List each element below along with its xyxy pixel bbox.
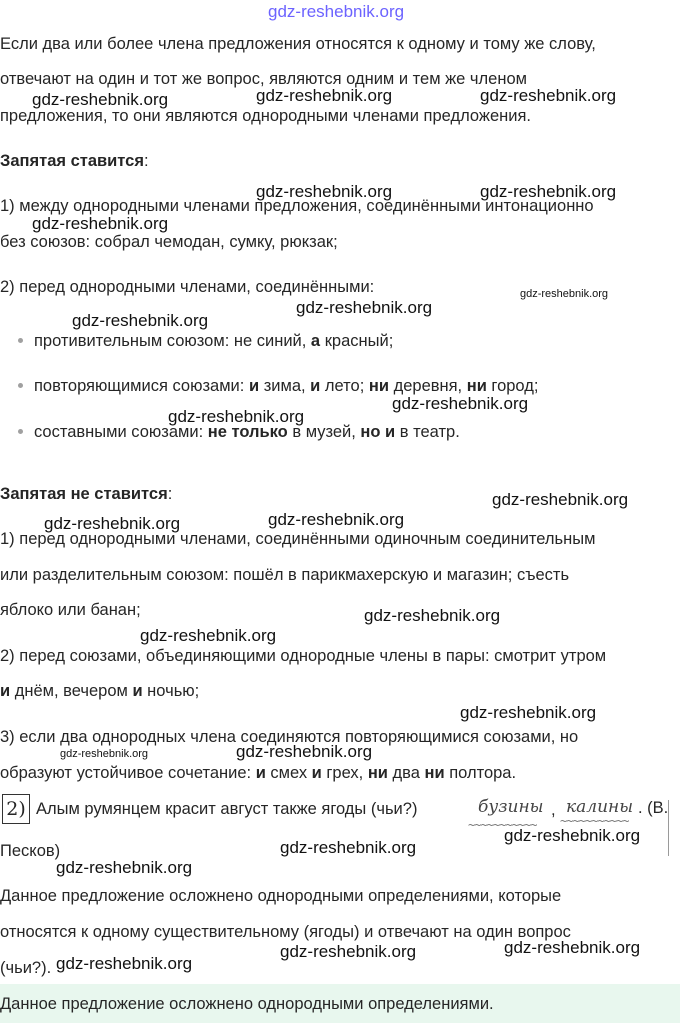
bullet-3-part-4: в театр. (395, 423, 460, 441)
exercise-word-buziny: бузины (478, 797, 544, 817)
image-border-edge (668, 800, 669, 856)
nc3-part-7: ни (424, 764, 445, 782)
watermark: gdz-reshebnik.org (480, 182, 617, 201)
watermark: gdz-reshebnik.org (32, 214, 169, 233)
no-comma-heading-text: Запятая не ставится (0, 485, 168, 503)
nc3-part-6: два (387, 764, 425, 782)
bullet-2-part-2: зима, (259, 377, 311, 395)
nc3-part-5: ни (367, 764, 388, 782)
comma-rule-2: 2) перед однородными членами, соединёнными: (0, 278, 375, 296)
nc3-part-1: и (255, 764, 266, 782)
explanation-line-1: Данное предложение осложнено однородными определениями, которые (0, 887, 562, 905)
wavy-underline-1: ~~~~~~~~~~~ (468, 818, 537, 832)
watermark: gdz-reshebnik.org (56, 954, 193, 973)
nc2-part-0: и (0, 682, 11, 700)
nc3-part-3: и (311, 764, 322, 782)
wavy-underline-2: ~~~~~~~~~~~ (560, 814, 629, 828)
watermark: gdz-reshebnik.org (492, 490, 629, 509)
bullet-item-2 (34, 376, 538, 396)
watermark: gdz-reshebnik.org (32, 90, 169, 109)
watermark: gdz-reshebnik.org (256, 86, 393, 105)
watermark: gdz-reshebnik.org (268, 510, 405, 529)
watermark: gdz-reshebnik.org (140, 626, 277, 645)
bullet-2-part-3: и (310, 377, 321, 395)
nc2-part-1: днём, вечером (10, 682, 133, 700)
bullet-1-part-0: противительным союзом: не синий, (34, 332, 311, 350)
watermark: gdz-reshebnik.org (256, 182, 393, 201)
bullet-dot-2 (18, 383, 23, 388)
intro-line-1: Если два или более члена предложения относятся к одному и тому же слову, (0, 35, 596, 53)
comma-heading-text: Запятая ставится (0, 152, 144, 170)
watermark: gdz-reshebnik.org (280, 942, 417, 961)
watermark: gdz-reshebnik.org (364, 606, 501, 625)
watermark: gdz-reshebnik.org (168, 407, 305, 426)
watermark: gdz-reshebnik.org (280, 838, 417, 857)
explanation-line-2: относятся к одному существительному (ягоды) и отвечают на один вопрос (0, 923, 571, 941)
watermark: gdz-reshebnik.org (460, 703, 597, 722)
watermark-top: gdz-reshebnik.org (268, 2, 405, 21)
exercise-after: . (В. (638, 799, 669, 817)
no-comma-rule-1-line-1: 1) перед однородными членами, соединёнными одиночным соединительным (0, 530, 596, 548)
bullet-dot-3 (18, 429, 23, 434)
comma-heading (0, 151, 149, 171)
comma-rule-1-line-2: без союзов: собрал чемодан, сумку, рюкзак; (0, 233, 338, 251)
watermark: gdz-reshebnik.org (520, 288, 609, 300)
bullet-2-part-7: ни (466, 377, 487, 395)
answer-text: Данное предложение осложнено однородными определениями. (0, 995, 494, 1013)
intro-line-2: отвечают на один и тот же вопрос, являются одним и тем же членом (0, 70, 527, 88)
watermark: gdz-reshebnik.org (236, 742, 373, 761)
bullet-2-part-4: лето; (320, 377, 369, 395)
bullet-2-part-6: деревня, (389, 377, 467, 395)
no-comma-rule-2-line-2 (0, 681, 199, 701)
no-comma-heading (0, 484, 172, 504)
bullet-3-part-3: но и (360, 423, 396, 441)
no-comma-rule-1-line-2: или разделительным союзом: пошёл в парикмахерскую и магазин; съесть (0, 566, 570, 584)
bullet-3-part-2: в музей, (287, 423, 361, 441)
nc2-part-3: ночью; (142, 682, 200, 700)
watermark: gdz-reshebnik.org (72, 311, 209, 330)
watermark: gdz-reshebnik.org (504, 938, 641, 957)
nc3-part-2: смех (265, 764, 312, 782)
exercise-sentence: Алым румянцем красит август также ягоды (чьи?) (36, 800, 418, 818)
no-comma-rule-2-line-1: 2) перед союзами, объединяющими однородные члены в пары: смотрит утром (0, 647, 607, 665)
watermark: gdz-reshebnik.org (60, 748, 149, 760)
watermark: gdz-reshebnik.org (56, 858, 193, 877)
bullet-3-part-1: не только (207, 423, 288, 441)
intro-line-3: предложения, то они являются однородными членами предложения. (0, 107, 531, 125)
comma-rule-1-line-1: 1) между однородными членами предложения, соединёнными интонационно (0, 197, 594, 215)
bullet-dot-1 (18, 338, 23, 343)
watermark: gdz-reshebnik.org (504, 826, 641, 845)
bullet-1-part-2: красный; (320, 332, 394, 350)
bullet-1-part-1: а (310, 332, 321, 350)
explanation-line-3: (чьи?). (0, 959, 52, 977)
exercise-comma: , (551, 801, 556, 819)
watermark: gdz-reshebnik.org (480, 86, 617, 105)
no-comma-rule-3-line-1: 3) если два однородных члена соединяются повторяющимися союзами, но (0, 728, 579, 746)
exercise-number-box: 2) (2, 794, 30, 824)
nc2-part-2: и (132, 682, 143, 700)
watermark: gdz-reshebnik.org (44, 514, 181, 533)
bullet-2-part-1: и (248, 377, 260, 395)
bullet-3-part-0: составными союзами: (34, 423, 208, 441)
bullet-item-1 (34, 331, 393, 351)
nc3-part-8: полтора. (444, 764, 517, 782)
exercise-word-kaliny: калины (566, 797, 634, 817)
bullet-2-part-0: повторяющимися союзами: (34, 377, 249, 395)
comma-heading-colon: : (143, 152, 149, 170)
nc3-part-4: грех, (321, 764, 368, 782)
bullet-2-part-5: ни (368, 377, 389, 395)
watermark: gdz-reshebnik.org (392, 394, 529, 413)
watermark: gdz-reshebnik.org (296, 298, 433, 317)
exercise-author: Песков) (0, 842, 61, 860)
no-comma-heading-colon: : (167, 485, 173, 503)
no-comma-rule-3-line-2 (0, 763, 516, 783)
no-comma-rule-1-line-3: яблоко или банан; (0, 601, 141, 619)
nc3-part-0: образуют устойчивое сочетание: (0, 764, 256, 782)
bullet-2-part-8: город; (486, 377, 539, 395)
